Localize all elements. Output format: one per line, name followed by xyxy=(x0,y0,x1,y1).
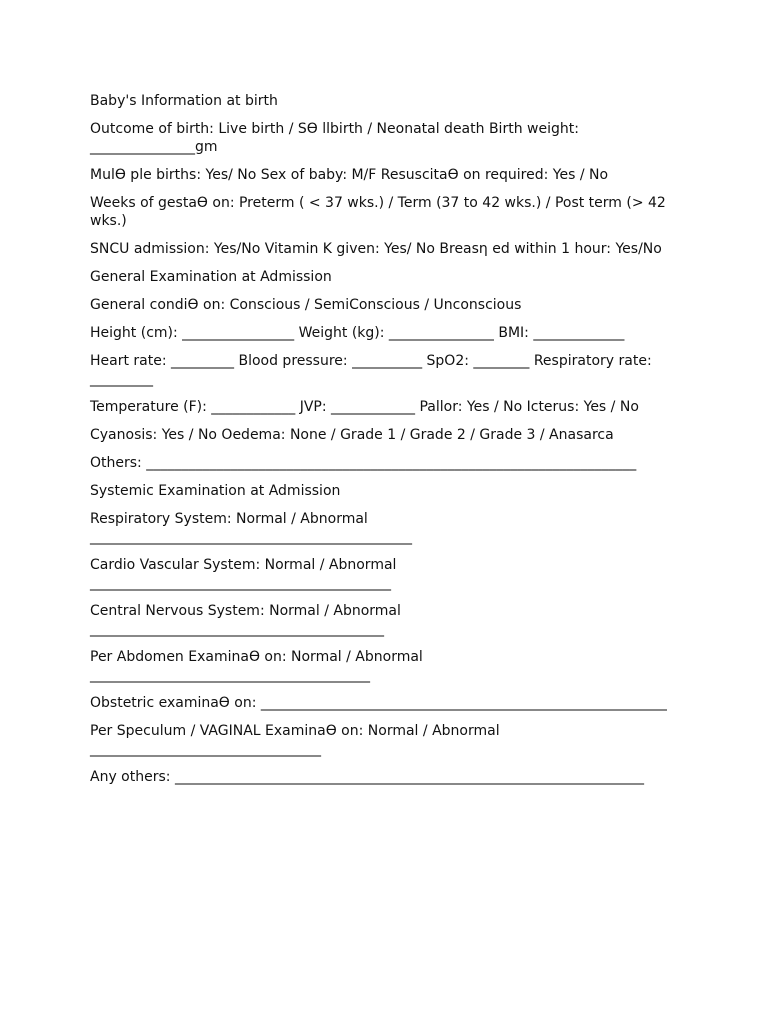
obstetric-exam-line: Obstetric examinaϴ on: __________________________________________________________ xyxy=(90,695,667,711)
section-heading-general-exam: General Examination at Admission xyxy=(90,269,332,285)
cyanosis-oedema-line: Cyanosis: Yes / No Oedema: None / Grade 1 / Grade 2 / Grade 3 / Anasarca xyxy=(90,427,614,443)
outcome-of-birth-line: Outcome of birth: Live birth / Sϴ llbirth / Neonatal death Birth weight: _______________gm xyxy=(90,121,584,155)
height-weight-bmi-line: Height (cm): ________________ Weight (kg): _______________ BMI: _____________ xyxy=(90,325,625,341)
section-heading-baby-info: Baby's Information at birth xyxy=(90,93,278,109)
section-heading-systemic-exam: Systemic Examination at Admission xyxy=(90,483,341,499)
weeks-of-gestation-line: Weeks of gestaϴ on: Preterm ( < 37 wks.) / Term (37 to 42 wks.) / Post term (> 42 wks.) xyxy=(90,195,671,229)
respiratory-system-line: Respiratory System: Normal / Abnormal ______________________________________________ xyxy=(90,511,412,545)
any-others-line: Any others: ___________________________________________________________________ xyxy=(90,769,644,785)
vitals-line: Heart rate: _________ Blood pressure: __________ SpO2: ________ Respiratory rate: _________ xyxy=(90,353,657,387)
temperature-line: Temperature (F): ____________ JVP: ____________ Pallor: Yes / No Icterus: Yes / No xyxy=(90,399,639,415)
central-nervous-line: Central Nervous System: Normal / Abnormal __________________________________________ xyxy=(90,603,406,637)
general-condition-line: General condiϴ on: Conscious / SemiConscious / Unconscious xyxy=(90,297,522,313)
others-line: Others: ______________________________________________________________________ xyxy=(90,455,637,471)
per-abdomen-line: Per Abdomen Examinaϴ on: Normal / Abnormal ________________________________________ xyxy=(90,649,428,683)
multiple-births-line: Mulϴ ple births: Yes/ No Sex of baby: M/F Resuscitaϴ on required: Yes / No xyxy=(90,167,609,183)
per-speculum-line: Per Speculum / VAGINAL Examinaϴ on: Normal / Abnormal _________________________________ xyxy=(90,723,505,757)
sncu-admission-line: SNCU admission: Yes/No Vitamin K given: Yes/ No Breasη ed within 1 hour: Yes/No xyxy=(90,241,662,257)
cardio-vascular-line: Cardio Vascular System: Normal / Abnormal ___________________________________________ xyxy=(90,557,401,591)
form-page xyxy=(90,92,680,796)
